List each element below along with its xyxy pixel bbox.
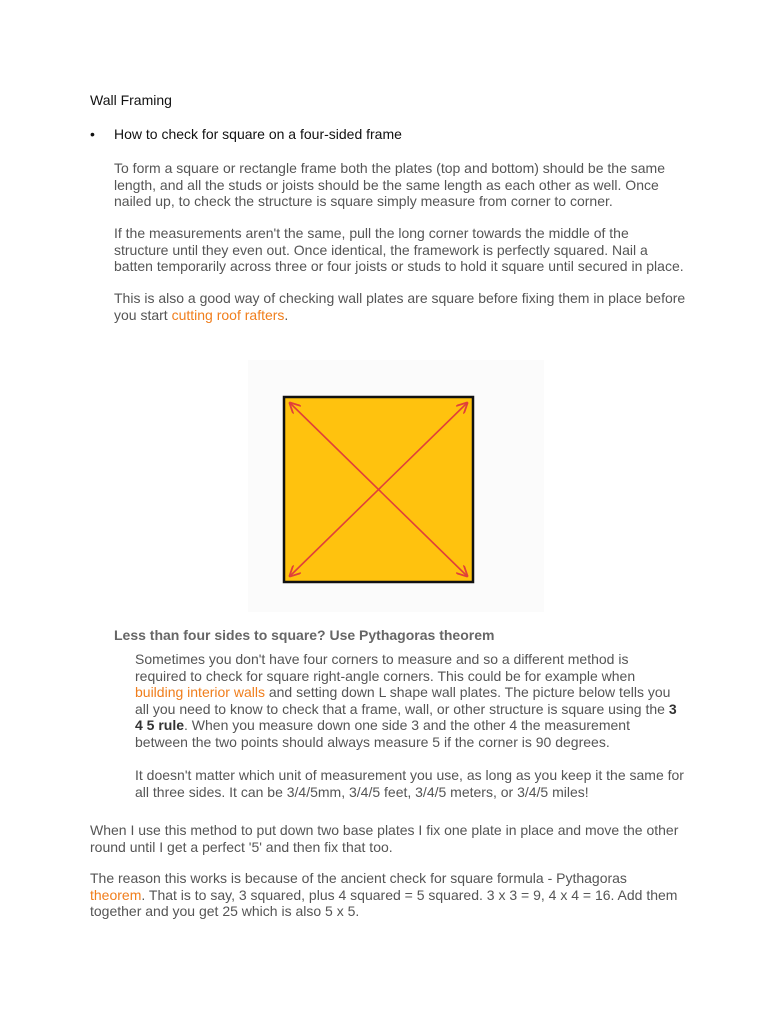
paragraph-text: . bbox=[284, 306, 289, 323]
paragraph-measurements: If the measurements aren't the same, pull the long corner towards the middle of the structure until they even out. Once identical, the framework is perfectly squared. Nail a batten temporarily across three or four joists or studs to hold it square until secured in place. bbox=[114, 225, 684, 274]
paragraph-text: Sometimes you don't have four corners to measure and so a different method is required to check for square right-angle corners. This could be for example when bbox=[135, 651, 636, 684]
paragraph-base-plates: When I use this method to put down two base plates I fix one plate in place and move the other round until I get a perfect '5' and then fix that too. bbox=[90, 822, 679, 855]
paragraph-text: The reason this works is because of the ancient check for square formula - Pythagoras bbox=[90, 870, 627, 886]
section-subheading: Less than four sides to square? Use Pythagoras theorem bbox=[114, 627, 495, 643]
building-interior-walls-link[interactable]: building interior walls bbox=[135, 684, 265, 700]
rule-bold-text: 3 4 5 rule bbox=[135, 700, 677, 733]
page-heading: Wall Framing bbox=[90, 92, 172, 108]
paragraph-345-rule bbox=[135, 651, 680, 750]
cutting-roof-rafters-link[interactable]: cutting roof rafters bbox=[171, 306, 285, 323]
paragraph-text: . That is to say, 3 squared, plus 4 squared = 5 squared. 3 x 3 = 9, 4 x 4 = 16. Add them together and you get 25 which is also 5 x 5. bbox=[90, 886, 678, 919]
paragraph-text: This is also a good way of checking wall plates are square before fixing them in place before you start bbox=[114, 290, 686, 323]
paragraph-units: It doesn't matter which unit of measurement you use, as long as you keep it the same for all three sides. It can be 3/4/5mm, 3/4/5 feet, 3/4/5 meters, or 3/4/5 miles! bbox=[135, 767, 684, 800]
paragraph-frame-square: To form a square or rectangle frame both the plates (top and bottom) should be the same length, and all the studs or joists should be the same length as each other as well. Once nailed up, to check the structure is square simply measure from corner to corner. bbox=[114, 160, 665, 209]
paragraph-text: . When you measure down one side 3 and the other 4 the measurement between the two points should always measure 5 if the corner is 90 degrees. bbox=[135, 717, 630, 750]
paragraph-text: and setting down L shape wall plates. The picture below tells you all you need to know to check that a frame, wall, or other structure is square using the bbox=[135, 684, 671, 717]
paragraph-wall-plates bbox=[114, 290, 689, 323]
theorem-link[interactable]: theorem bbox=[90, 886, 142, 903]
paragraph-pythagoras bbox=[90, 870, 685, 920]
square-diagonal-diagram bbox=[282, 395, 476, 585]
bullet-marker: • bbox=[90, 126, 95, 142]
bullet-text: How to check for square on a four-sided frame bbox=[114, 126, 402, 142]
